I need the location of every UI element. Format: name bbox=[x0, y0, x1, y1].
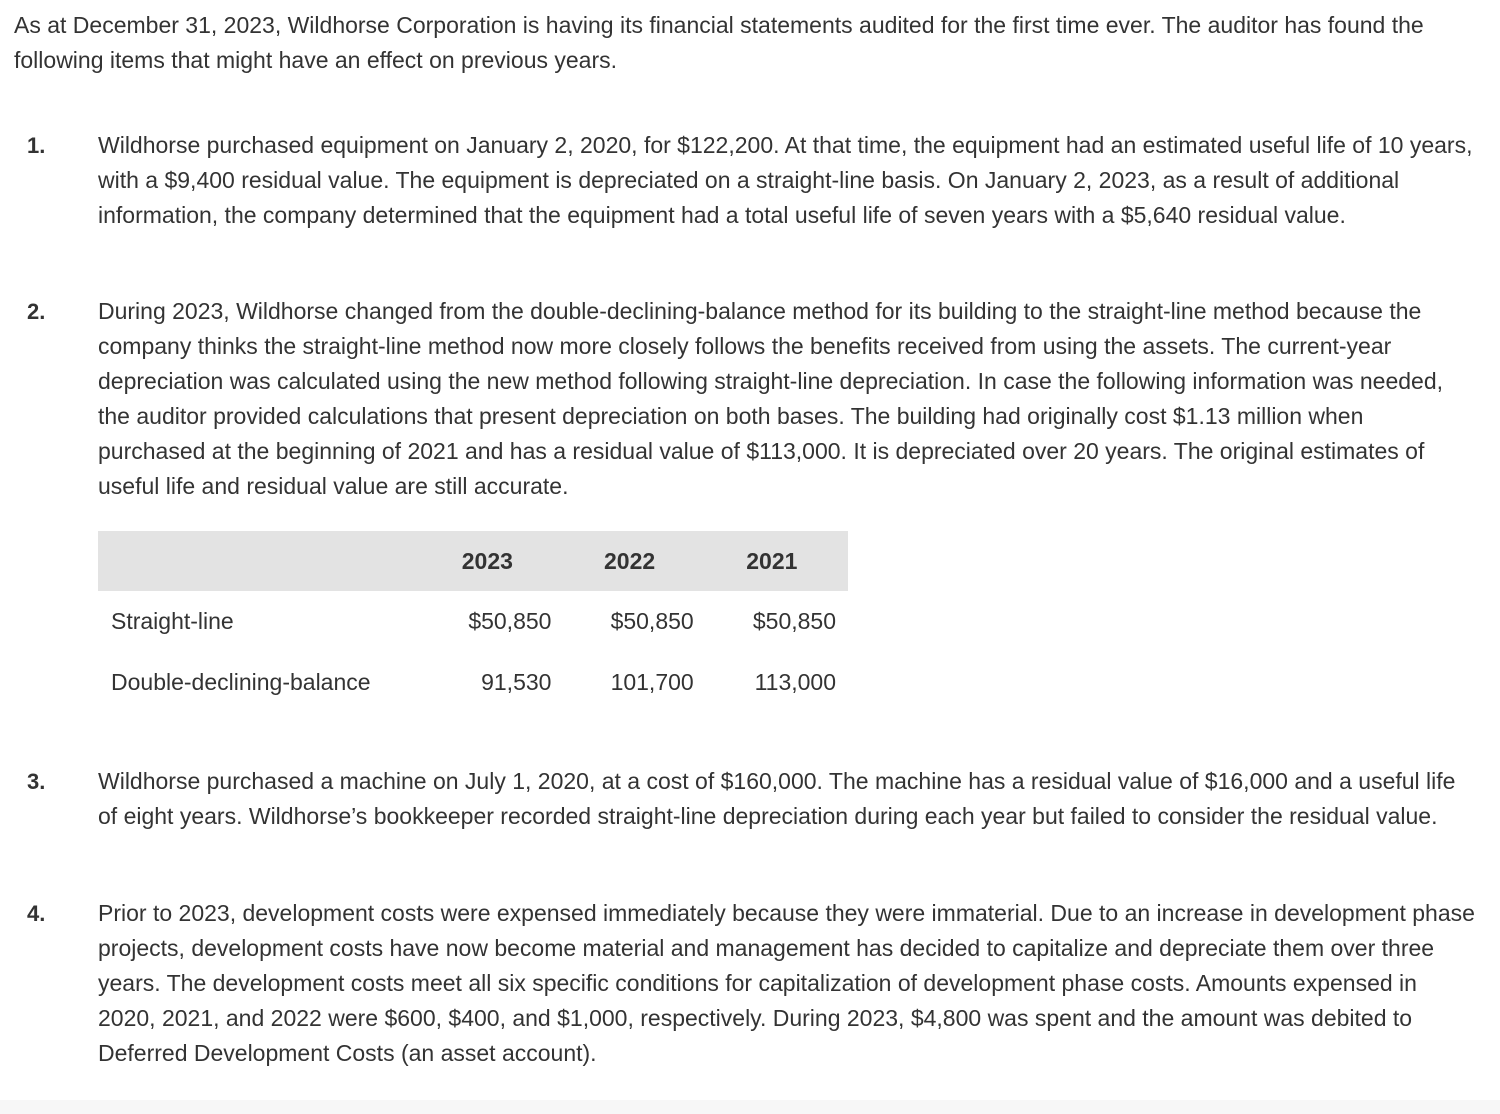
intro-paragraph: As at December 31, 2023, Wildhorse Corporation is having its financial statements audited for the first time ever. The auditor has found the following items that might have an effect on previous years. bbox=[14, 12, 1424, 73]
item-text: During 2023, Wildhorse changed from the double-declining-balance method for its building to the straight-line method because the company thinks the straight-line method now more closely follows the benefits received from using the assets. The current-year depreciation was calculated using the new method following straight-line depreciation. In case the following information was needed, the auditor provided calculations that present depreciation on both bases. The building had originally cost $1.13 million when purchased at the beginning of 2021 and has a residual value of $113,000. It is depreciated over 20 years. The original estimates of useful life and residual value are still accurate. bbox=[98, 298, 1444, 499]
table-row-straight-line bbox=[98, 591, 848, 652]
row-label: Straight-line bbox=[111, 608, 234, 634]
depreciation-table bbox=[98, 531, 848, 713]
row-label: Double-declining-balance bbox=[111, 669, 371, 695]
item-number: 3. bbox=[27, 769, 46, 794]
item-text: Wildhorse purchased a machine on July 1, 2020, at a cost of $160,000. The machine has a residual value of $16,000 and a useful life of eight years. Wildhorse’s bookkeeper recorded straight-line depreciation during each year but failed to consider the residual value. bbox=[98, 768, 1456, 829]
table-header-blank bbox=[98, 531, 421, 591]
table-cell: 113,000 bbox=[754, 669, 836, 695]
table-header-2022: 2022 bbox=[563, 531, 705, 591]
table-header-row bbox=[98, 531, 848, 591]
item-number: 2. bbox=[27, 299, 46, 324]
page-bottom-band bbox=[0, 1100, 1500, 1114]
item-text: Wildhorse purchased equipment on January 2, 2020, for $122,200. At that time, the equipment had an estimated useful life of 10 years, with a $9,400 residual value. The equipment is depreciated on a straight-line basis. On January 2, 2023, as a result of additional information, the company determined that the equipment had a total useful life of seven years with a $5,640 residual value. bbox=[98, 132, 1473, 228]
table-cell: $50,850 bbox=[468, 608, 552, 634]
item-text: Prior to 2023, development costs were expensed immediately because they were immaterial. Due to an increase in development phase projects, development costs have now become material and management has decided to capitalize and depreciate them over three years. The development costs meet all six specific conditions for capitalization of development phase costs. Amounts expensed in 2020, 2021, and 2022 were $600, $400, and $1,000, respectively. During 2023, $4,800 was spent and the amount was debited to Deferred Development Costs (an asset account). bbox=[98, 900, 1475, 1066]
item-number: 4. bbox=[27, 901, 46, 926]
table-header-2023: 2023 bbox=[421, 531, 563, 591]
table-cell: 91,530 bbox=[481, 669, 552, 695]
table-cell: $50,850 bbox=[610, 608, 694, 634]
table-header-2021: 2021 bbox=[706, 531, 848, 591]
table-cell: $50,850 bbox=[752, 608, 836, 634]
table-row-double-declining bbox=[98, 652, 848, 713]
item-number: 1. bbox=[27, 133, 46, 158]
table-cell: 101,700 bbox=[610, 669, 694, 695]
